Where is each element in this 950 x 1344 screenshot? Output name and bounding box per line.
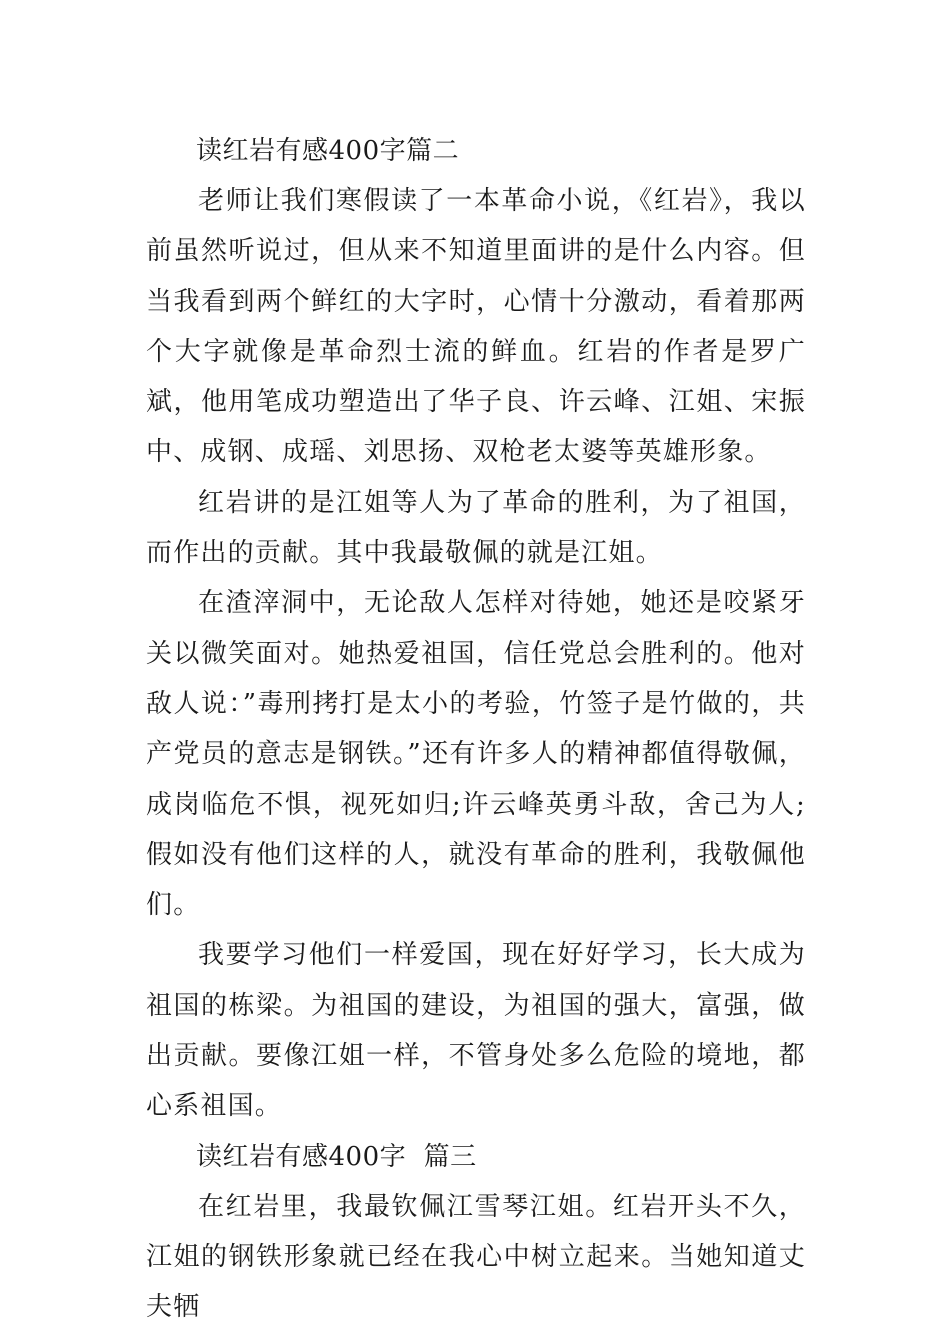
section-heading-3: 读红岩有感400字 篇三 <box>196 1141 477 1172</box>
section-heading-2: 读红岩有感400字篇二 <box>196 136 460 166</box>
paragraph-2: 红岩讲的是江姐等人为了革命的胜利，为了祖国，而作出的贡献。其中我最敬佩的就是江姐。 <box>146 487 806 569</box>
document-body <box>146 126 806 1333</box>
paragraph-5: 在红岩里，我最钦佩江雪琴江姐。红岩开头不久，江姐的钢铁形象就已经在我心中树立起来。当她知道丈夫牺 <box>146 1191 806 1323</box>
paragraph-1: 老师让我们寒假读了一本革命小说，《红岩》，我以前虽然听说过，但从来不知道里面讲的是什么内容。但当我看到两个鲜红的大字时，心情十分激动，看着那两个大字就像是革命烈士流的鲜血。红岩的作者是罗广斌，他用笔成功塑造出了华子良、许云峰、江姐、宋振中、成钢、成瑶、刘思扬、双枪老太婆等英雄形象。 <box>146 186 806 468</box>
paragraph-4: 我要学习他们一样爱国，现在好好学习，长大成为祖国的栋梁。为祖国的建设，为祖国的强大，富强，做出贡献。要像江姐一样，不管身处多么危险的境地，都心系祖国。 <box>146 940 806 1122</box>
paragraph-3: 在渣滓洞中，无论敌人怎样对待她，她还是咬紧牙关以微笑面对。她热爱祖国，信任党总会胜利的。他对敌人说：”毒刑拷打是太小的考验，竹签子是竹做的，共产党员的意志是钢铁。”还有许多人的精神都值得敬佩，成岗临危不惧，视死如归;许云峰英勇斗敌，舍己为人;假如没有他们这样的人，就没有革命的胜利，我敬佩他们。 <box>146 588 806 921</box>
